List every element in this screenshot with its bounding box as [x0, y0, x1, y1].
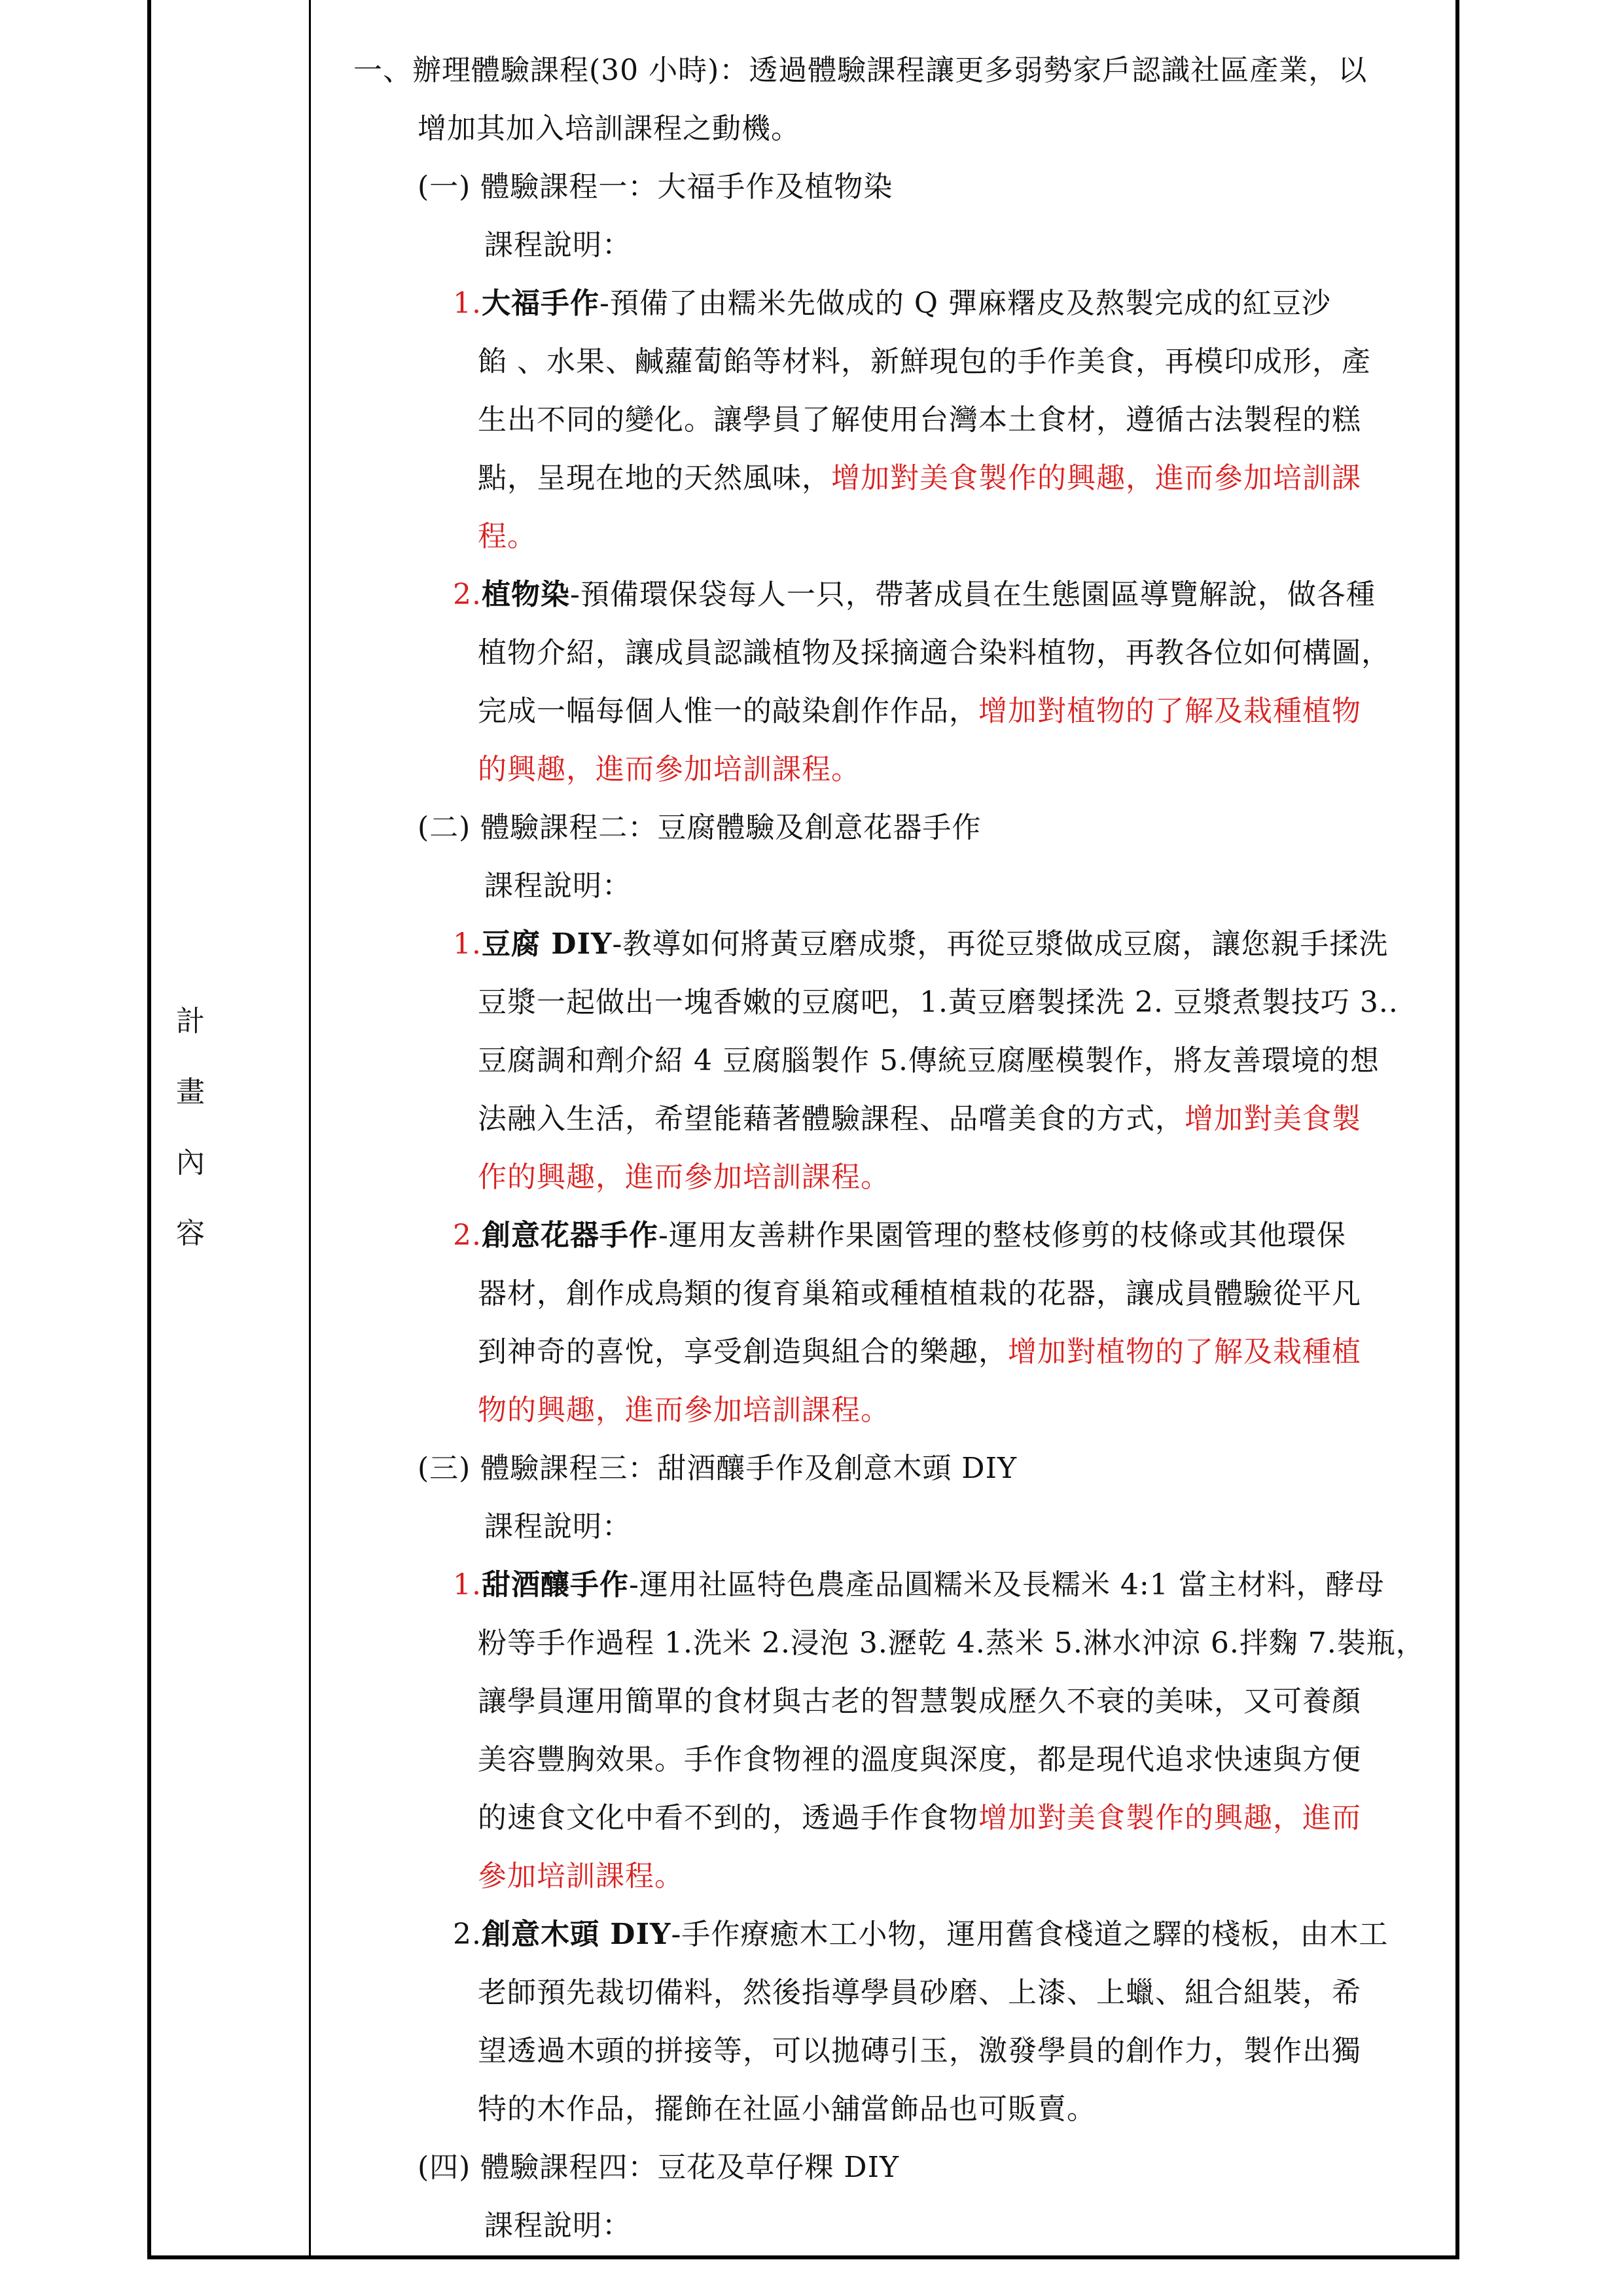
item-highlight: 增加對植物的了解及栽種植物: [978, 694, 1361, 728]
item-text: -教導如何將黃豆磨成漿，再從豆漿做成豆腐，讓您親手揉洗: [612, 927, 1389, 961]
item-highlight: 參加培訓課程。: [478, 1859, 684, 1893]
item-line: [453, 575, 1376, 615]
item-text: 豆漿一起做出一塊香嫩的豆腐吧，1.黃豆磨製揉洗 2. 豆漿煮製技巧 3..: [478, 986, 1399, 1019]
item-line: [453, 1566, 1385, 1605]
item-text: 器材，創作成鳥類的復育巢箱或種植植栽的花器，讓成員體驗從平凡: [478, 1277, 1361, 1310]
row-label-line-2: 內 容: [176, 1146, 230, 1250]
item-line: [453, 284, 1331, 323]
item-line: [453, 925, 1388, 964]
item-text: 粉等手作過程 1.洗米 2.浸泡 3.瀝乾 4.蒸米 5.淋水沖涼 6.拌麴 7.裝瓶，: [478, 1626, 1425, 1660]
item-name: 創意花器手作: [481, 1219, 658, 1252]
course-desc-label: 課程說明：: [484, 2209, 632, 2242]
item-name: 豆腐 DIY: [481, 927, 613, 961]
item-highlight: 增加對美食製作的興趣，進而參加培訓課: [831, 461, 1361, 495]
item-name: 植物染: [481, 578, 570, 611]
item-line: [453, 1216, 1346, 1255]
item-highlight: 增加對植物的了解及栽種植: [1008, 1335, 1361, 1369]
item-text: 的速食文化中看不到的，透過手作食物: [478, 1801, 978, 1835]
item-text: 到神奇的喜悅，享受創造與組合的樂趣，: [478, 1335, 1008, 1369]
item-line: [478, 1100, 1361, 1139]
course-desc-label: 課程說明：: [484, 1510, 632, 1543]
item-text: 老師預先裁切備料，然後指導學員砂磨、上漆、上蠟、組合組裝，希: [478, 1976, 1361, 2009]
item-text: -運用社區特色農產品圓糯米及長糯米 4:1 當主材料，酵母: [628, 1568, 1385, 1602]
item-number: 1.: [453, 1568, 482, 1602]
item-text: 法融入生活，希望能藉著體驗課程、品嚐美食的方式，: [478, 1102, 1185, 1136]
item-number: 1.: [453, 927, 482, 961]
course-desc-label: 課程說明：: [484, 228, 632, 262]
item-highlight: 程。: [478, 520, 537, 553]
item-highlight: 的興趣，進而參加培訓課程。: [478, 753, 861, 786]
item-line: [478, 692, 1361, 731]
item-line: [478, 1799, 1361, 1838]
heading-line-1: 一、辦理體驗課程(30 小時)：透過體驗課程讓更多弱勢家戶認識社區產業，以: [353, 54, 1368, 87]
item-text: 完成一幅每個人惟一的敲染創作作品，: [478, 694, 978, 728]
item-text: 望透過木頭的拼接等，可以拋磚引玉，激發學員的創作力，製作出獨: [478, 2034, 1361, 2068]
item-text: 特的木作品，擺飾在社區小舖當飾品也可販賣。: [478, 2092, 1096, 2126]
item-text: 餡 、水果、鹹蘿蔔餡等材料，新鮮現包的手作美食，再模印成形，產: [478, 345, 1371, 378]
item-number: 2.: [453, 1918, 482, 1951]
row-label-line-1: 計 畫: [176, 1005, 230, 1109]
item-line: [453, 1915, 1388, 1954]
section-title: (四) 體驗課程四：豆花及草仔粿 DIY: [418, 2151, 900, 2184]
item-highlight: 作的興趣，進而參加培訓課程。: [478, 1160, 890, 1194]
item-name: 大福手作: [481, 287, 599, 320]
item-line: [478, 459, 1361, 498]
item-highlight: 增加對美食製: [1185, 1102, 1361, 1136]
item-line: [478, 1333, 1361, 1372]
course-desc-label: 課程說明：: [484, 869, 632, 903]
row-label-cell: [151, 0, 309, 2255]
item-text: -手作療癒木工小物，運用舊食棧道之驛的棧板，由木工: [671, 1918, 1389, 1951]
heading-line-2: 增加其加入培訓課程之動機。: [418, 112, 800, 145]
item-text: -預備了由糯米先做成的 Q 彈麻糬皮及熬製完成的紅豆沙: [599, 287, 1331, 320]
item-text: 讓學員運用簡單的食材與古老的智慧製成歷久不衰的美味，又可養顏: [478, 1685, 1361, 1718]
item-number: 2.: [453, 578, 482, 611]
item-text: 植物介紹，讓成員認識植物及採摘適合染料植物，再教各位如何構圖，: [478, 636, 1391, 670]
item-text: 豆腐調和劑介紹 4 豆腐腦製作 5.傳統豆腐壓模製作，將友善環境的想: [478, 1044, 1380, 1077]
item-name: 創意木頭 DIY: [481, 1918, 671, 1951]
item-text: 美容豐胸效果。手作食物裡的溫度與深度，都是現代追求快速與方便: [478, 1743, 1361, 1776]
item-highlight: 物的興趣，進而參加培訓課程。: [478, 1393, 890, 1427]
item-number: 1.: [453, 287, 482, 320]
item-text: 生出不同的變化。讓學員了解使用台灣本土食材，遵循古法製程的糕: [478, 403, 1361, 437]
item-number: 2.: [453, 1219, 482, 1252]
section-title: (一) 體驗課程一：大福手作及植物染: [418, 170, 893, 204]
item-text: -預備環保袋每人一只，帶著成員在生態園區導覽解說，做各種: [569, 578, 1376, 611]
item-text: 點，呈現在地的天然風味，: [478, 461, 831, 495]
section-title: (二) 體驗課程二：豆腐體驗及創意花器手作: [418, 811, 982, 844]
section-title: (三) 體驗課程三：甜酒釀手作及創意木頭 DIY: [418, 1452, 1018, 1485]
item-name: 甜酒釀手作: [481, 1568, 629, 1602]
item-text: -運用友善耕作果園管理的整枝修剪的枝條或其他環保: [658, 1219, 1346, 1252]
item-highlight: 增加對美食製作的興趣，進而: [978, 1801, 1361, 1835]
column-divider: [309, 0, 311, 2256]
